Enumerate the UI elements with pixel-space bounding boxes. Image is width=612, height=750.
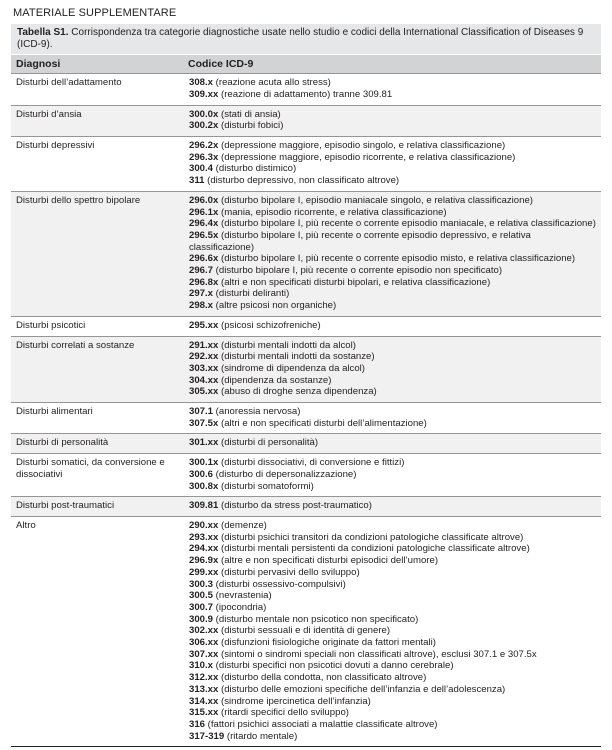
diagnosis-cell: Disturbi somatici, da conversione e dissociativi xyxy=(11,454,183,497)
icd-code: 308.x xyxy=(189,77,214,89)
code-entry xyxy=(189,520,597,532)
icd-description: (disturbo mentale non psicotico non specificato) xyxy=(213,613,419,625)
icd-description: (disfunzioni fisiologiche originate da fattori mentali) xyxy=(218,637,436,649)
codes-cell xyxy=(183,137,601,192)
diagnosis-cell: Disturbi depressivi xyxy=(11,137,183,192)
code-entry xyxy=(189,614,597,626)
codes-cell xyxy=(183,74,601,105)
icd-code: 296.5x xyxy=(189,229,219,241)
code-entry xyxy=(189,120,597,132)
code-entry xyxy=(189,469,597,481)
diagnosis-cell: Disturbi alimentari xyxy=(11,403,183,434)
icd-code: 310.x xyxy=(189,660,214,672)
icd-code: 300.8x xyxy=(189,480,219,492)
icd-description: (disturbi ossessivo-compulsivi) xyxy=(213,578,346,590)
code-entry xyxy=(189,351,597,363)
icd-description: (disturbo bipolare I, più recente o corrente episodio depressivo, e relativa classificazione) xyxy=(189,229,531,253)
icd-description: (disturbo delle emozioni specifiche dell’infanzia e dell’adolescenza) xyxy=(218,683,506,695)
code-entry xyxy=(189,418,597,430)
icd-code: 292.xx xyxy=(189,351,219,363)
icd-description: (disturbi mentali persistenti da condizioni patologiche classificate altrove) xyxy=(218,543,530,555)
icd-code: 304.xx xyxy=(189,374,219,386)
code-entry xyxy=(189,500,597,512)
icd-code: 296.6x xyxy=(189,253,219,265)
icd-code: 300.9 xyxy=(189,613,214,625)
codes-cell xyxy=(183,336,601,403)
icd-code: 311 xyxy=(189,175,205,187)
icd-code: 296.8x xyxy=(189,276,219,288)
diagnosis-cell: Disturbi correlati a sostanze xyxy=(11,336,183,403)
icd-description: (disturbo da stress post-traumatico) xyxy=(218,500,372,512)
icd-code: 296.2x xyxy=(189,140,219,151)
icd-code: 298.x xyxy=(189,300,214,312)
icd-code: 296.4x xyxy=(189,218,219,230)
code-entry xyxy=(189,579,597,591)
code-entry xyxy=(189,625,597,637)
table-container xyxy=(11,24,601,747)
codes-cell xyxy=(183,497,601,517)
code-entry xyxy=(189,532,597,544)
icd-description: (disturbi psichici transitori da condizioni patologiche classificate altrove) xyxy=(218,531,524,543)
icd-code: 291.xx xyxy=(189,339,219,351)
table-caption xyxy=(11,24,601,54)
table-body xyxy=(11,74,601,747)
code-entry xyxy=(189,265,597,277)
icd-description: (altri e non specificati disturbi dell’alimentazione) xyxy=(218,417,427,429)
icd-description: (sintomi o sindromi speciali non classificati altrove), esclusi 307.1 e 307.5x xyxy=(218,648,537,660)
code-entry xyxy=(189,555,597,567)
icd-description: (altre e non specificati disturbi episodici dell’umore) xyxy=(218,555,439,567)
codes-cell xyxy=(183,516,601,746)
icd-description: (disturbi sessuali e di identità di genere) xyxy=(218,625,391,637)
table-row xyxy=(11,336,601,403)
codes-cell xyxy=(183,191,601,316)
icd-description: (sindrome ipercinetica dell’infanzia) xyxy=(218,695,371,707)
code-entry xyxy=(189,218,597,230)
icd-code: 300.2x xyxy=(189,120,219,132)
icd-description: (fattori psichici associati a malattie classificate altrove) xyxy=(205,718,438,730)
codes-cell xyxy=(183,454,601,497)
code-entry xyxy=(189,437,597,449)
icd-code: 300.7 xyxy=(189,601,214,613)
icd-code: 314.xx xyxy=(189,695,219,707)
icd-description: (disturbi fobici) xyxy=(218,120,284,132)
icd-code: 297.x xyxy=(189,288,214,300)
code-entry xyxy=(189,195,597,207)
icd-description: (disturbo distimico) xyxy=(213,163,297,175)
icd-description: (disturbi dissociativi, di conversione e fittizi) xyxy=(218,457,405,469)
icd-description: (disturbo della condotta, non classificato altrove) xyxy=(218,672,427,684)
icd-code: 305.xx xyxy=(189,386,219,398)
icd-code: 299.xx xyxy=(189,566,219,578)
code-entry xyxy=(189,590,597,602)
code-entry xyxy=(189,175,597,187)
code-entry xyxy=(189,89,597,101)
icd-code: 296.3x xyxy=(189,151,219,163)
code-entry xyxy=(189,288,597,300)
icd-description: (disturbi mentali indotti da sostanze) xyxy=(218,351,375,363)
icd-description: (reazione acuta allo stress) xyxy=(213,77,331,89)
icd-code: 307.1 xyxy=(189,406,214,418)
icd-code: 295.xx xyxy=(189,319,219,331)
code-entry xyxy=(189,543,597,555)
icd-code: 301.xx xyxy=(189,437,219,449)
diagnosis-cell: Disturbi di personalità xyxy=(11,434,183,454)
icd-code: 300.5 xyxy=(189,590,214,602)
icd-code: 300.6 xyxy=(189,468,214,480)
table-row xyxy=(11,316,601,336)
codes-cell xyxy=(183,105,601,136)
icd-description: (sindrome di dipendenza da alcol) xyxy=(218,362,365,374)
icd-description: (disturbi di personalità) xyxy=(218,437,319,449)
table-row xyxy=(11,434,601,454)
diagnosis-cell: Disturbi psicotici xyxy=(11,316,183,336)
table-row xyxy=(11,403,601,434)
icd-code: 296.0x xyxy=(189,194,219,206)
code-entry xyxy=(189,163,597,175)
code-entry xyxy=(189,300,597,312)
codes-cell xyxy=(183,403,601,434)
icd-description: (anoressia nervosa) xyxy=(213,406,301,418)
code-entry xyxy=(189,320,597,332)
diagnosis-cell: Disturbi d’ansia xyxy=(11,105,183,136)
icd-code: 300.0x xyxy=(189,108,219,120)
code-entry xyxy=(189,277,597,289)
icd-code: 290.xx xyxy=(189,519,219,531)
code-entry xyxy=(189,140,597,152)
header-diagnosi: Diagnosi xyxy=(11,55,183,74)
icd-description: (nevrastenia) xyxy=(213,590,272,602)
code-entry xyxy=(189,719,597,731)
header-row xyxy=(11,55,601,74)
icd-description: (ritardo mentale) xyxy=(224,730,298,742)
code-entry xyxy=(189,363,597,375)
section-label: MATERIALE SUPPLEMENTARE xyxy=(13,7,177,19)
icd-description: (disturbo bipolare I, più recente o corrente episodio non specificato) xyxy=(213,265,503,277)
icd-code: 309.xx xyxy=(189,88,219,100)
diagnosis-cell: Disturbi dell’adattamento xyxy=(11,74,183,105)
icd-code: 307.5x xyxy=(189,417,219,429)
code-entry xyxy=(189,637,597,649)
icd-description: (mania, episodio ricorrente, e relativa classificazione) xyxy=(218,206,447,218)
code-entry xyxy=(189,207,597,219)
icd-code: 316 xyxy=(189,718,206,730)
code-entry xyxy=(189,660,597,672)
code-entry xyxy=(189,406,597,418)
icd-description: (stati di ansia) xyxy=(218,108,281,120)
code-entry xyxy=(189,457,597,469)
icd-description: (ipocondria) xyxy=(213,601,267,613)
code-entry xyxy=(189,152,597,164)
table-row xyxy=(11,105,601,136)
icd-description: (depressione maggiore, episodio singolo, e relativa classificazione) xyxy=(218,140,506,151)
icd-description: (depressione maggiore, episodio ricorrente, e relativa classificazione) xyxy=(218,151,516,163)
icd-code: 300.3 xyxy=(189,578,214,590)
code-entry xyxy=(189,77,597,89)
header-codice: Codice ICD-9 xyxy=(183,55,601,74)
icd-description: (ritardi specifici dello sviluppo) xyxy=(218,707,349,719)
code-entry xyxy=(189,375,597,387)
code-entry xyxy=(189,602,597,614)
icd-description: (disturbi specifici non psicotici dovuti a danno cerebrale) xyxy=(213,660,454,672)
icd-code: 307.xx xyxy=(189,648,219,660)
code-entry xyxy=(189,567,597,579)
code-entry xyxy=(189,253,597,265)
icd-description: (disturbi mentali indotti da alcol) xyxy=(218,339,356,351)
icd-description: (disturbo bipolare I, episodio maniacale singolo, e relativa classificazione) xyxy=(218,194,533,206)
icd-code: 293.xx xyxy=(189,531,219,543)
table-row xyxy=(11,497,601,517)
icd-description: (psicosi schizofreniche) xyxy=(218,319,321,331)
icd-description: (abuso di droghe senza dipendenza) xyxy=(218,386,377,398)
table-row xyxy=(11,454,601,497)
caption-label: Tabella S1. xyxy=(17,27,69,38)
codes-cell xyxy=(183,316,601,336)
code-entry xyxy=(189,649,597,661)
icd-code: 312.xx xyxy=(189,672,219,684)
icd-description: (disturbi somatoformi) xyxy=(218,480,314,492)
icd-description: (disturbi pervasivi dello sviluppo) xyxy=(218,566,360,578)
code-entry xyxy=(189,481,597,493)
icd-description: (reazione di adattamento) tranne 309.81 xyxy=(218,88,393,100)
code-entry xyxy=(189,386,597,398)
diagnosis-cell: Disturbi dello spettro bipolare xyxy=(11,191,183,316)
icd-description: (demenze) xyxy=(218,519,267,531)
code-entry xyxy=(189,672,597,684)
icd-code: 300.4 xyxy=(189,163,214,175)
icd-description: (dipendenza da sostanze) xyxy=(218,374,332,386)
diagnosis-cell: Disturbi post-traumatici xyxy=(11,497,183,517)
caption-text: Corrispondenza tra categorie diagnostiche usate nello studio e codici della International Classification of Diseases 9 (ICD-9). xyxy=(17,27,584,50)
icd-code: 296.9x xyxy=(189,555,219,567)
code-entry xyxy=(189,696,597,708)
table-row xyxy=(11,74,601,105)
icd-code: 294.xx xyxy=(189,543,219,555)
icd-description: (disturbo bipolare I, più recente o corrente episodio misto, e relativa classificazione) xyxy=(218,253,576,265)
code-entry xyxy=(189,731,597,743)
icd-description: (disturbo di depersonalizzazione) xyxy=(213,468,357,480)
icd-description: (altre psicosi non organiche) xyxy=(213,300,337,312)
icd-code: 303.xx xyxy=(189,362,219,374)
icd-code: 302.xx xyxy=(189,625,219,637)
icd-description: (disturbi deliranti) xyxy=(213,288,290,300)
table-row xyxy=(11,137,601,192)
code-entry xyxy=(189,109,597,121)
code-entry xyxy=(189,230,597,253)
icd-code: 306.xx xyxy=(189,637,219,649)
icd-code: 300.1x xyxy=(189,457,219,469)
codes-cell xyxy=(183,434,601,454)
table-row xyxy=(11,516,601,746)
icd-code: 296.7 xyxy=(189,265,214,277)
icd-description: (disturbo depressivo, non classificato altrove) xyxy=(204,175,400,187)
icd-table xyxy=(11,54,601,746)
table-row xyxy=(11,191,601,316)
icd-code: 313.xx xyxy=(189,683,219,695)
diagnosis-cell: Altro xyxy=(11,516,183,746)
icd-code: 315.xx xyxy=(189,707,219,719)
icd-code: 309.81 xyxy=(189,500,219,512)
icd-code: 317-319 xyxy=(189,730,225,742)
icd-description: (disturbo bipolare I, più recente o corrente episodio maniacale, e relativa classificazione) xyxy=(218,218,596,230)
code-entry xyxy=(189,707,597,719)
icd-description: (altri e non specificati disturbi bipolari, e relativa classificazione) xyxy=(218,276,491,288)
code-entry xyxy=(189,684,597,696)
icd-code: 296.1x xyxy=(189,206,219,218)
code-entry xyxy=(189,340,597,352)
